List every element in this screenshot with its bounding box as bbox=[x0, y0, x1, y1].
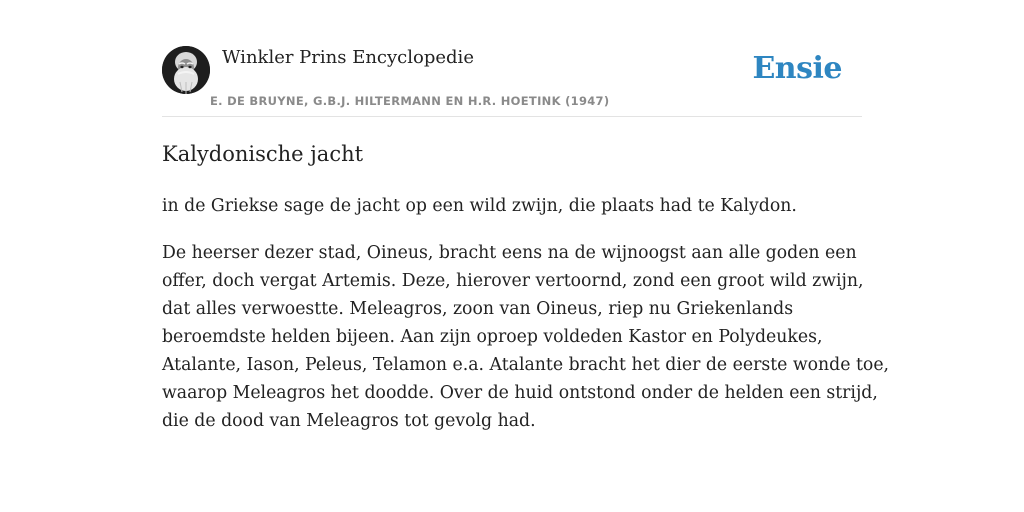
paragraph-line: dat alles verwoestte. Meleagros, zoon van Oineus, riep nu Griekenlands bbox=[162, 299, 794, 319]
paragraph-line: in de Griekse sage de jacht op een wild zwijn, die plaats had te Kalydon. bbox=[162, 196, 797, 216]
author-avatar-icon[interactable] bbox=[162, 46, 210, 94]
paragraph-line: Atalante, Iason, Peleus, Telamon e.a. Atalante bracht het dier de eerste wonde toe, bbox=[162, 355, 890, 375]
source-header bbox=[162, 0, 862, 117]
article-paragraph bbox=[162, 192, 862, 220]
page-container bbox=[162, 0, 890, 512]
ensie-logo[interactable]: Ensie bbox=[752, 51, 842, 86]
paragraph-line: offer, doch vergat Artemis. Deze, hierover vertoornd, zond een groot wild zwijn, bbox=[162, 271, 864, 291]
paragraph-line: beroemdste helden bijeen. Aan zijn oproep voldeden Kastor en Polydeukes, bbox=[162, 327, 823, 347]
article-paragraph bbox=[162, 239, 890, 435]
bearded-man-portrait-icon bbox=[162, 46, 210, 94]
paragraph-line: waarop Meleagros het doodde. Over de huid ontstond onder de helden een strijd, bbox=[162, 383, 878, 403]
article-title: Kalydonische jacht bbox=[162, 142, 364, 166]
paragraph-line: die de dood van Meleagros tot gevolg had. bbox=[162, 411, 536, 431]
paragraph-line: De heerser dezer stad, Oineus, bracht eens na de wijnoogst aan alle goden een bbox=[162, 243, 857, 263]
source-title[interactable]: Winkler Prins Encyclopedie bbox=[222, 47, 474, 68]
source-authors: E. DE BRUYNE, G.B.J. HILTERMANN EN H.R. HOETINK (1947) bbox=[210, 94, 610, 108]
